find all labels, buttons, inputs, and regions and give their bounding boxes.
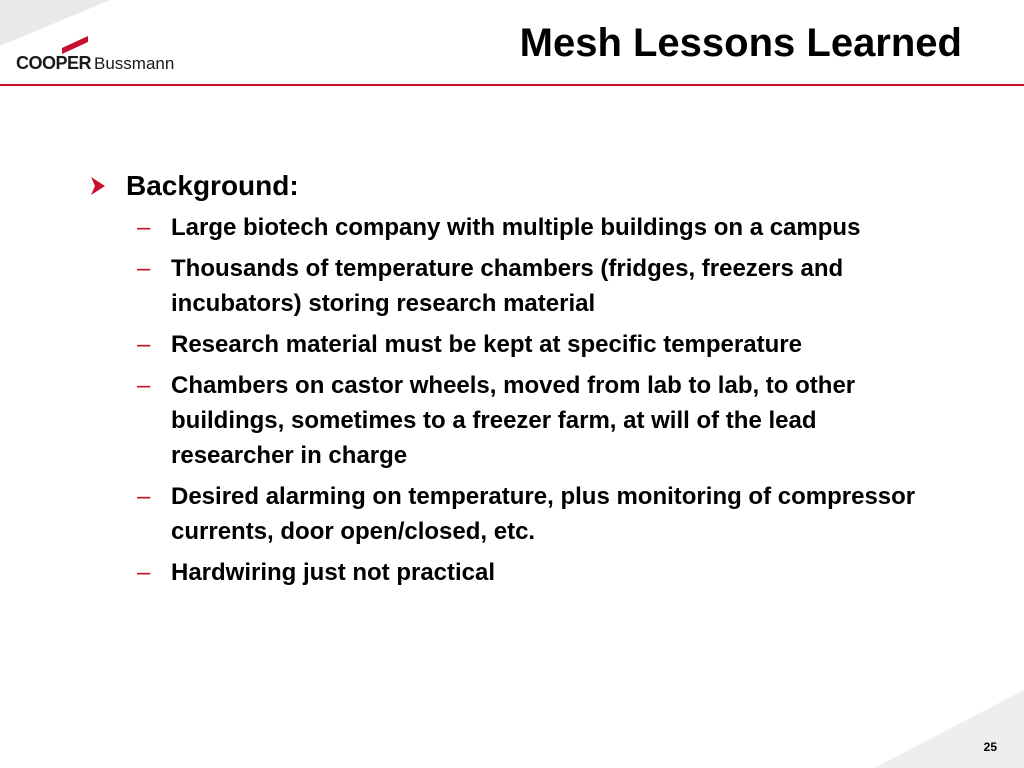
page-number: 25 [983, 740, 997, 754]
dash-icon: – [137, 483, 151, 510]
arrow-icon [88, 175, 108, 197]
list-item-text: Large biotech company with multiple buildings on a campus [171, 214, 861, 241]
dash-icon: – [137, 255, 151, 282]
list-item-text: Chambers on castor wheels, moved from lab to lab, to other buildings, sometimes to a freezer farm, at will of the lead researcher in charge [171, 372, 856, 469]
title-divider [0, 84, 1024, 86]
dash-icon: – [137, 559, 151, 586]
dash-icon: – [137, 331, 151, 358]
logo-mark-icon [60, 34, 90, 54]
logo-bussmann-text: Bussmann [94, 54, 175, 73]
sub-bullet-list [88, 210, 938, 590]
list-item [137, 479, 938, 549]
page-title: Mesh Lessons Learned [519, 21, 962, 65]
list-item [137, 368, 938, 473]
list-item [137, 210, 938, 245]
dash-icon: – [137, 214, 151, 241]
list-item-text: Thousands of temperature chambers (fridges, freezers and incubators) storing research material [171, 255, 844, 317]
corner-decoration [874, 690, 1024, 768]
list-item-text: Desired alarming on temperature, plus monitoring of compressor currents, door open/closed, etc. [171, 483, 916, 545]
bullet-heading: Background: [126, 170, 299, 201]
dash-icon: – [137, 372, 151, 399]
logo-cooper-text: COOPER [16, 53, 92, 73]
list-item [137, 251, 938, 321]
company-logo [16, 34, 206, 76]
bullet-background [88, 168, 938, 204]
list-item-text: Hardwiring just not practical [171, 559, 496, 586]
list-item [137, 327, 938, 362]
list-item [137, 555, 938, 590]
list-item-text: Research material must be kept at specific temperature [171, 331, 802, 358]
slide-content [88, 168, 938, 596]
